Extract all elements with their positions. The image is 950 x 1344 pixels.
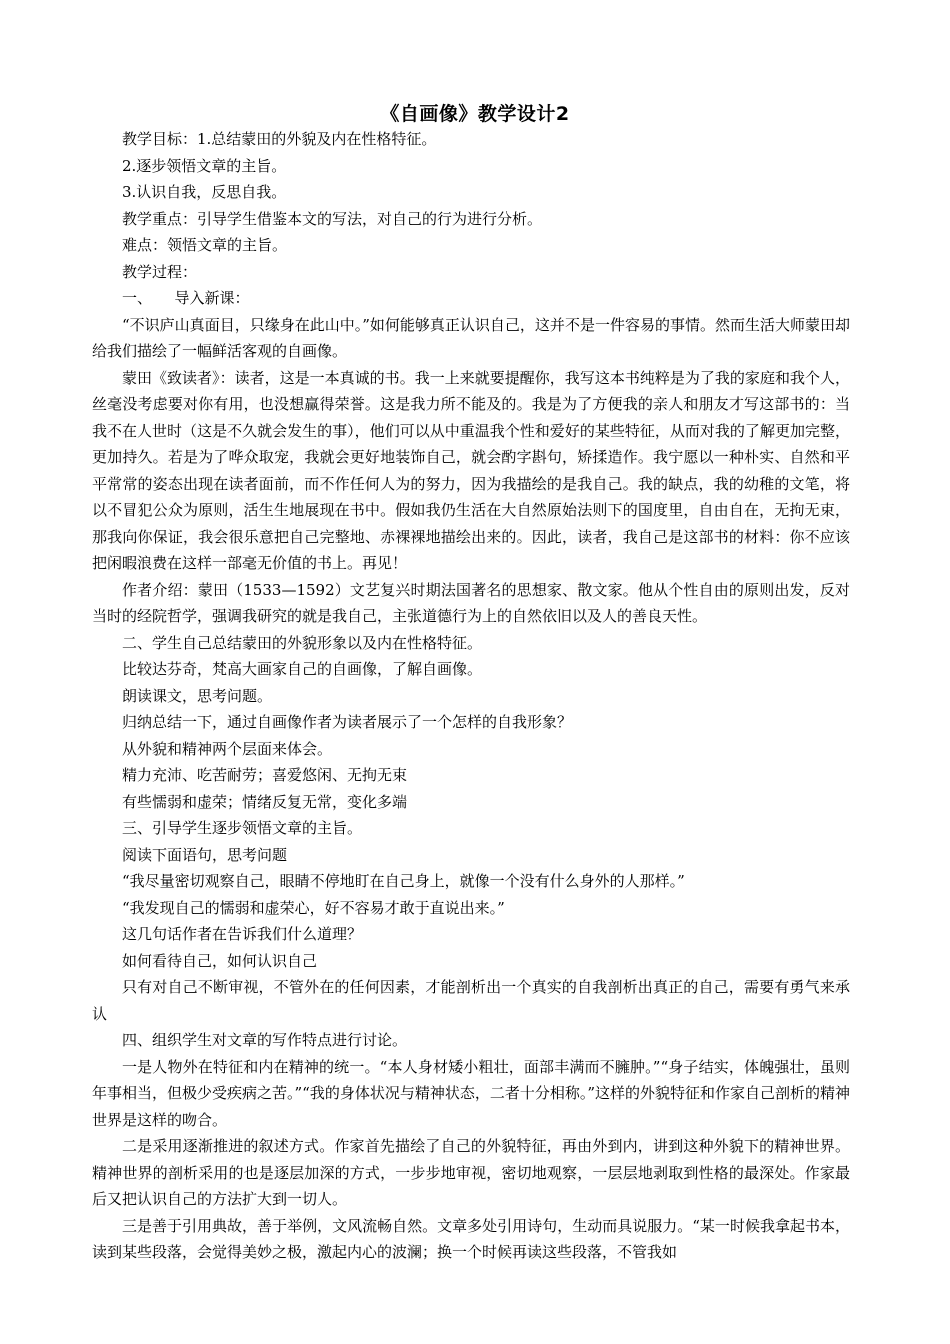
paragraph-compare: 比较达芬奇，梵高大画家自己的自画像，了解自画像。: [122, 660, 483, 678]
paragraph-feature-2: 二是采用逐渐推进的叙述方式。作家首先描绘了自己的外貌特征，再由外到内，讲到这种外貌下的精神世界。精神世界的剖析采用的也是逐层加深的方式，一步步地审视，密切地观察，一层层地剥取到性格的最深处。作家最后又把认识自己的方法扩大到一切人。: [92, 1137, 850, 1208]
paragraph-author-intro: 作者介绍：蒙田（1533—1592）文艺复兴时期法国著名的思想家、散文家。他从个性自由的原则出发，反对当时的经院哲学，强调我研究的就是我自己，主张道德行为上的自然依旧以及人的善良天性。: [92, 580, 850, 625]
paragraph-question: 归纳总结一下，通过自画像作者为读者展示了一个怎样的自我形象？: [122, 713, 573, 731]
paragraph-feature-3: 三是善于引用典故，善于举例，文风流畅自然。文章多处引用诗句，生动而具说服力。“某一时候我拿起书本，读到某些段落，会觉得美妙之极，激起内心的波澜；换一个时候再读这些段落，不管我如: [92, 1216, 850, 1261]
paragraph-how-to-see: 如何看待自己，如何认识自己: [122, 951, 318, 970]
section-heading-3: 三、引导学生逐步领悟文章的主旨。: [122, 819, 363, 837]
paragraph-two-levels: 从外貌和精神两个层面来体会。: [122, 739, 333, 758]
paragraph-what-lesson: 这几句话作者在告诉我们什么道理？: [122, 925, 363, 943]
paragraph-traits-2: 有些懦弱和虚荣；情绪反复无常，变化多端: [122, 792, 408, 811]
document-title: 《自画像》教学设计2: [380, 103, 570, 125]
paragraph-process: 教学过程：: [122, 262, 198, 281]
paragraph-difficulty: 难点：领悟文章的主旨。: [122, 236, 288, 254]
section-heading-1: 一、 导入新课：: [122, 289, 250, 307]
paragraph-quote-1: “我尽量密切观察自己，眼睛不停地盯在自己身上，就像一个没有什么身外的人那样。”: [122, 872, 685, 890]
paragraph-read-aloud: 朗读课文，思考问题。: [122, 686, 273, 705]
paragraph-to-reader: 蒙田《致读者》：读者，这是一本真诚的书。我一上来就要提醒你，我写这本书纯粹是为了我的家庭和我个人，丝毫没考虑要对你有用，也没想赢得荣誉。这是我力所不能及的。我是为了方便我的亲人和朋友才写这部书的：当我不在人世时（这是不久就会发生的事），他们可以从中重温我个性和爱好的某些特征，从而对我的了解更加完整，更加持久。若是为了哗众取宠，我就会更好地装饰自己，就会酌字斟句，矫揉造作。我宁愿以一种朴实、自然和平平常常的姿态出现在读者面前，而不作任何人为的努力，因为我描绘的是我自己。我的缺点，我的幼稚的文笔，将以不冒犯公众为原则，活生生地展现在书中。假如我仍生活在大自然原始法则下的国度里，自由自在，无拘无束，那我向你保证，我会很乐意把自己完整地、赤裸裸地描绘出来的。因此，读者，我自己是这部书的材料：你不应该把闲暇浪费在这样一部毫无价值的书上。再见！: [92, 368, 850, 572]
section-heading-4: 四、组织学生对文章的写作特点进行讨论。: [122, 1031, 408, 1049]
paragraph-quote-2: “我发现自己的懦弱和虚荣心，好不容易才敢于直说出来。”: [122, 898, 505, 917]
document-body: [92, 126, 850, 1266]
paragraph-goal-2: 2.逐步领悟文章的主旨。: [122, 156, 287, 175]
paragraph-traits-1: 精力充沛、吃苦耐劳；喜爱悠闲、无拘无束: [122, 766, 408, 784]
section-heading-2: 二、学生自己总结蒙田的外貌形象以及内在性格特征。: [122, 633, 483, 652]
paragraph-goal-3: 3.认识自我，反思自我。: [122, 183, 287, 201]
paragraph-feature-1: 一是人物外在特征和内在精神的统一。“本人身材矮小粗壮，面部丰满而不臃肿。”“身子结实，体魄强壮，虽则年事相当，但极少受疾病之苦。”“我的身体状况与精神状态，二者十分相称。”这样的外貌特征和作家自己剖析的精神世界是这样的吻合。: [92, 1057, 851, 1129]
paragraph-teaching-goal: 教学目标：1.总结蒙田的外貌及内在性格特征。: [122, 130, 437, 148]
paragraph-answer: 只有对自己不断审视，不管外在的任何因素，才能剖析出一个真实的自我剖析出真正的自己，需要有勇气来承认: [92, 978, 850, 1023]
paragraph-intro-quote: “不识庐山真面目，只缘身在此山中。”如何能够真正认识自己，这并不是一件容易的事情。然而生活大师蒙田却给我们描绘了一幅鲜活客观的自画像。: [92, 315, 850, 360]
paragraph-read-sentences: 阅读下面语句，思考问题: [122, 845, 288, 864]
paragraph-key-point: 教学重点：引导学生借鉴本文的写法，对自己的行为进行分析。: [122, 209, 543, 228]
